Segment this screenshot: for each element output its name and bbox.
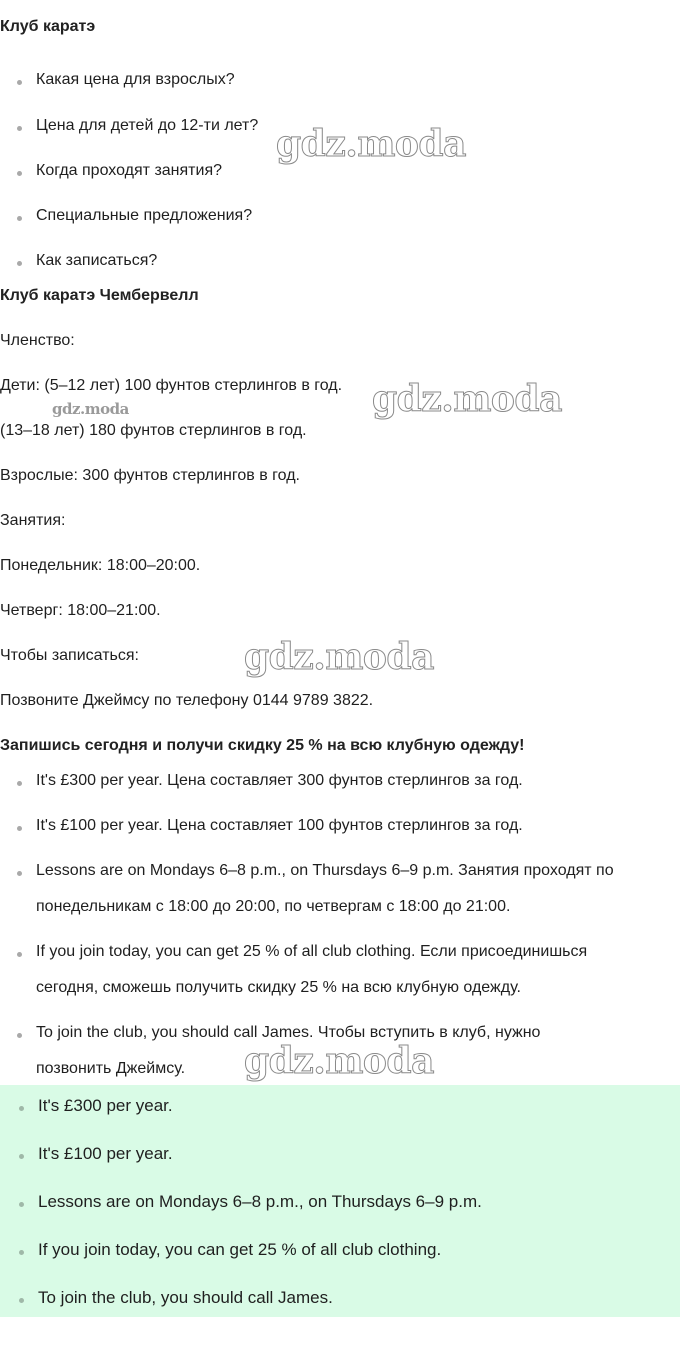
list-item: If you join today, you can get 25 % of all club clothing. Если присоединишься сегодня, сможешь получить скидку 25 % на всю клубную одежду. <box>36 943 588 996</box>
list-item: To join the club, you should call James. Чтобы вступить в клуб, нужно позвонить Джеймсу. <box>36 1024 541 1077</box>
list-item: Какая цена для взрослых? <box>36 71 235 88</box>
list-item: Специальные предложения? <box>36 207 253 224</box>
watermark: gdz.moda <box>276 123 466 165</box>
adult-price: Взрослые: 300 фунтов стерлингов в год. <box>0 467 300 484</box>
call-info: Позвоните Джеймсу по телефону 0144 9789 3822. <box>0 692 374 709</box>
offer-text: Запишись сегодня и получи скидку 25 % на всю клубную одежду! <box>0 737 525 754</box>
thursday-schedule: Четверг: 18:00–21:00. <box>0 602 161 619</box>
list-item: Как записаться? <box>36 252 158 269</box>
bullet-dot <box>17 871 22 876</box>
answer-highlight-box <box>0 1085 680 1317</box>
bullet-dot <box>19 1298 24 1303</box>
list-item: It's £300 per year. Цена составляет 300 фунтов стерлингов за год. <box>36 772 523 789</box>
bullet-dot <box>17 216 22 221</box>
bullet-dot <box>19 1106 24 1111</box>
watermark: gdz.moda <box>372 378 562 420</box>
list-item: It's £300 per year. <box>38 1096 173 1115</box>
list-item: Когда проходят занятия? <box>36 162 222 179</box>
list-item: It's £100 per year. Цена составляет 100 фунтов стерлингов за год. <box>36 817 523 834</box>
bullet-dot <box>19 1154 24 1159</box>
bullet-dot <box>17 1033 22 1038</box>
bullet-dot <box>17 126 22 131</box>
bullet-dot <box>17 261 22 266</box>
bullet-dot <box>17 826 22 831</box>
list-item: It's £100 per year. <box>38 1144 173 1163</box>
bullet-dot <box>17 952 22 957</box>
bullet-dot <box>17 781 22 786</box>
children-price: Дети: (5–12 лет) 100 фунтов стерлингов в год. <box>0 377 343 394</box>
watermark: gdz.moda <box>244 1040 434 1082</box>
join-label: Чтобы записаться: <box>0 647 139 664</box>
list-item: If you join today, you can get 25 % of all club clothing. <box>38 1240 442 1259</box>
bullet-dot <box>17 80 22 85</box>
watermark: gdz.moda <box>52 400 129 418</box>
watermark: gdz.moda <box>244 636 434 678</box>
bullet-dot <box>19 1250 24 1255</box>
list-item: Цена для детей до 12-ти лет? <box>36 117 259 134</box>
bullet-dot <box>17 171 22 176</box>
club-name: Клуб каратэ Чембервелл <box>0 287 199 304</box>
page-title: Клуб каратэ <box>0 18 96 35</box>
list-item: Lessons are on Mondays 6–8 p.m., on Thursdays 6–9 p.m. <box>38 1192 482 1211</box>
bullet-dot <box>19 1202 24 1207</box>
list-item: Lessons are on Mondays 6–8 p.m., on Thursdays 6–9 p.m. Занятия проходят по понедельникам с 18:00 до 20:00, по четвергам с 18:00 до 21:00. <box>36 862 614 915</box>
monday-schedule: Понедельник: 18:00–20:00. <box>0 557 201 574</box>
list-item: To join the club, you should call James. <box>38 1288 333 1307</box>
lessons-label: Занятия: <box>0 512 66 529</box>
membership-label: Членство: <box>0 332 75 349</box>
teen-price: (13–18 лет) 180 фунтов стерлингов в год. <box>0 422 307 439</box>
